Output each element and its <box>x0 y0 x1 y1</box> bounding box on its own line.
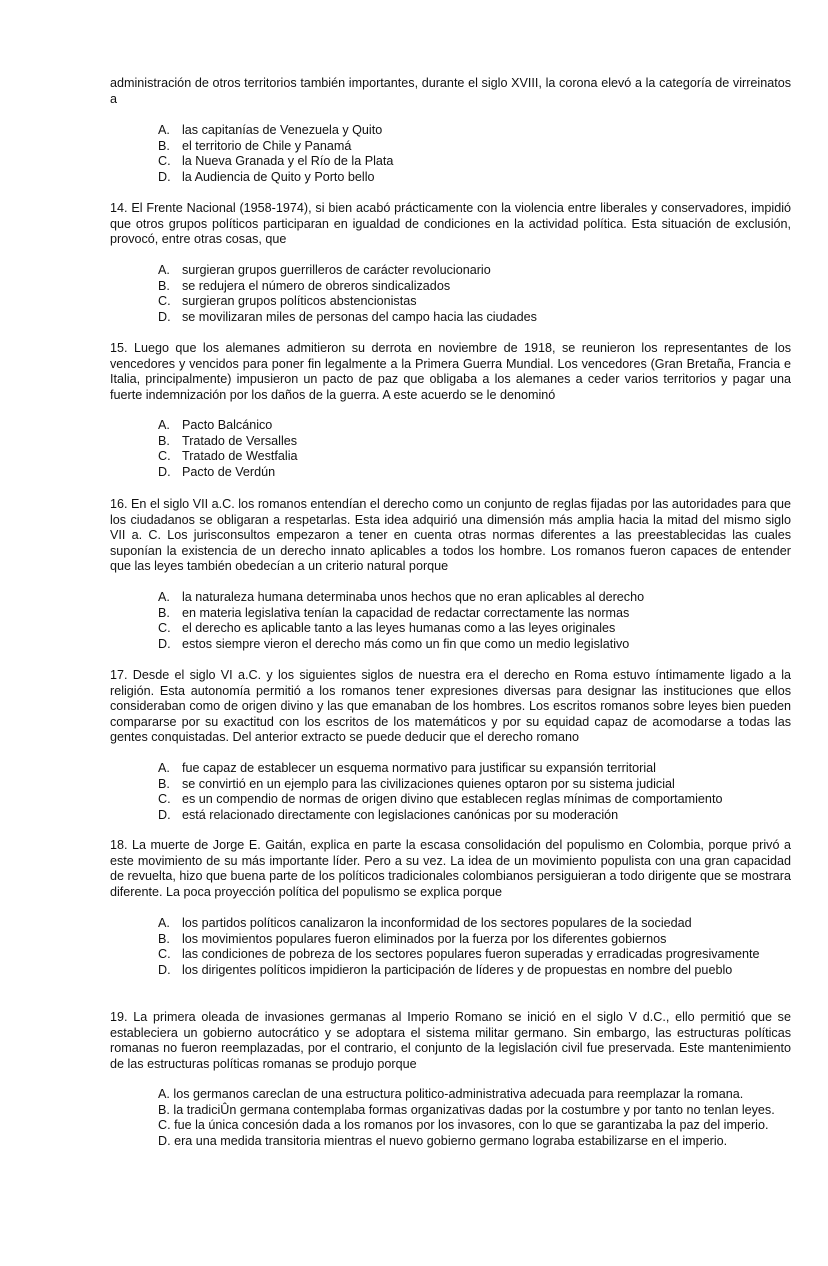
option-letter: A. <box>158 263 170 277</box>
option-letter: D. <box>158 807 171 822</box>
option-text: Pacto Balcánico <box>182 418 273 432</box>
option-text: los dirigentes políticos impidieron la participación de líderes y de propuestas en nombre del pueblo <box>182 962 733 977</box>
option-letter: B. <box>158 931 170 946</box>
option-letter: C. <box>158 449 171 463</box>
option-text: el derecho es aplicable tanto a las leyes humanas como a las leyes originales <box>182 621 616 635</box>
option-letter: D. <box>158 169 171 184</box>
option-letter: A. <box>158 761 170 775</box>
question-16-options <box>158 590 791 652</box>
option-letter: A. <box>158 123 170 137</box>
option-letter: C. <box>158 154 171 168</box>
question-15-option-a <box>158 418 791 434</box>
option-letter: A. <box>158 590 170 604</box>
option-text: se redujera el número de obreros sindicalizados <box>182 278 451 293</box>
question-18-option-c <box>158 947 791 963</box>
question-18-stem: 18. La muerte de Jorge E. Gaitán, explica en parte la escasa consolidación del populismo en Colombia, porque privó a este movimiento de su más importante líder. Pero a su vez. La idea de un movimiento populista con una gran capacidad de revuelta, hizo que buena parte de los políticos tradicionales colombianos persiguieran a todo dirigente que se mostrara diferente. La poca proyección política del populismo se explica porque <box>110 838 791 899</box>
option-letter: C. <box>158 294 171 308</box>
option-text: las condiciones de pobreza de los sectores populares fueron superadas y erradicadas progresivamente <box>182 947 760 961</box>
option-text: surgieran grupos políticos abstencionistas <box>182 294 417 308</box>
question-18-option-a <box>158 916 791 932</box>
question-15-options <box>158 418 791 480</box>
question-15-option-b <box>158 434 791 450</box>
question-19-stem: 19. La primera oleada de invasiones germanas al Imperio Romano se inició en el siglo V d.C., ello permitió que se estableciera un gobierno autocrático y se adoptara el sistema militar germano. Sin embargo, las estructuras políticas romanas no fueron reemplazadas, por el contrario, el conjunto de la legislación civil fue preservada. Este mantenimiento de las estructuras políticas romanas se produjo porque <box>110 1010 791 1071</box>
question-16-option-a <box>158 590 791 606</box>
option-letter: B. <box>158 433 170 448</box>
option-text: Tratado de Versalles <box>182 433 298 448</box>
option-letter: D. <box>158 962 171 977</box>
question-19-option-b: B. la tradiciÛn germana contemplaba formas organizativas dadas por la costumbre y por tanto no tenlan leyes. <box>158 1102 775 1117</box>
option-text: surgieran grupos guerrilleros de carácter revolucionario <box>182 263 491 277</box>
option-letter: B. <box>158 138 170 153</box>
option-text: Pacto de Verdún <box>182 464 276 479</box>
question-18-options <box>158 916 791 978</box>
question-16-option-c <box>158 621 791 637</box>
option-text: se convirtió en un ejemplo para las civilizaciones quienes optaron por su sistema judicial <box>182 776 675 791</box>
option-letter: D. <box>158 464 171 479</box>
question-14-option-b <box>158 279 791 295</box>
question-17-option-c <box>158 792 791 808</box>
question-16-option-d <box>158 637 791 653</box>
question-17-stem: 17. Desde el siglo VI a.C. y los siguientes siglos de nuestra era el derecho en Roma estuvo íntimamente ligado a la religión. Esta autonomía permitió a los romanos tener expresiones diversas para designar las instituciones que ellos consideraban como de origen divino y las que emanaban de los hombres. Los escritos romanos sobre leyes bien pueden compararse por su exactitud con los escritos de los matemáticos y por su equidad capaz de acomodarse a todas las gentes conquistadas. Del anterior extracto se puede deducir que el derecho romano <box>110 668 791 744</box>
question-18-option-d <box>158 963 791 979</box>
question-15-option-c <box>158 449 791 465</box>
question-13-option-d <box>158 170 791 186</box>
option-text: la Audiencia de Quito y Porto bello <box>182 169 375 184</box>
question-15-stem: 15. Luego que los alemanes admitieron su derrota en noviembre de 1918, se reunieron los representantes de los vencedores y vencidos para poner fin legalmente a la Primera Guerra Mundial. Los vencedores (Gran Bretaña, Francia e Italia, principalmente) impusieron un pacto de paz que obligaba a los alemanes a ceder varios territorios y pagar una fuerte indemnización por los daños de la guerra. A este acuerdo se le denominó <box>110 341 791 402</box>
question-17-option-b <box>158 777 791 793</box>
option-letter: B. <box>158 605 170 620</box>
option-text: los partidos políticos canalizaron la inconformidad de los sectores populares de la sociedad <box>182 916 692 930</box>
question-17-option-d <box>158 808 791 824</box>
question-15-option-d <box>158 465 791 481</box>
option-letter: D. <box>158 309 171 324</box>
question-17-options <box>158 761 791 823</box>
option-letter: C. <box>158 621 171 635</box>
option-text: la Nueva Granada y el Río de la Plata <box>182 154 394 168</box>
question-13-option-b <box>158 139 791 155</box>
option-letter: D. <box>158 636 171 651</box>
question-19-option-a: A. los germanos careclan de una estructura politico-administrativa adecuada para reemplazar la romana. <box>158 1087 744 1101</box>
question-16-stem: 16. En el siglo VII a.C. los romanos entendían el derecho como un conjunto de reglas fijadas por las autoridades para que los ciudadanos se obligaran a respetarlas. Esta idea adquirió una dimensión más amplia hacia la mitad del mismo siglo VII a. C. Los jurisconsultos empezaron a tener en cuenta otras normas diferentes a las preestablecidas las cuales suponían la existencia de un derecho innato aplicables a todos los hombre. Los romanos fueron capaces de entender que las leyes también obedecían a un criterio natural porque <box>110 497 791 573</box>
question-16-option-b <box>158 606 791 622</box>
question-14-option-a <box>158 263 791 279</box>
option-text: el territorio de Chile y Panamá <box>182 138 352 153</box>
option-text: es un compendio de normas de origen divino que establecen reglas mínimas de comportamiento <box>182 792 723 806</box>
question-14-option-d <box>158 310 791 326</box>
question-18-option-b <box>158 932 791 948</box>
question-19-option-c: C. fue la única concesión dada a los romanos por los invasores, con lo que se garantizaba la paz del imperio. <box>158 1118 769 1132</box>
option-text: fue capaz de establecer un esquema normativo para justificar su expansión territorial <box>182 761 656 775</box>
option-letter: B. <box>158 278 170 293</box>
option-letter: A. <box>158 916 170 930</box>
question-13-option-a <box>158 123 791 139</box>
question-13-stem: administración de otros territorios también importantes, durante el siglo XVIII, la corona elevó a la categoría de virreinatos a <box>110 76 791 106</box>
option-text: se movilizaran miles de personas del campo hacia las ciudades <box>182 309 537 324</box>
option-letter: C. <box>158 947 171 961</box>
option-text: los movimientos populares fueron eliminados por la fuerza por los diferentes gobiernos <box>182 931 667 946</box>
option-text: en materia legislativa tenían la capacidad de redactar correctamente las normas <box>182 605 630 620</box>
option-letter: B. <box>158 776 170 791</box>
question-13-option-c <box>158 154 791 170</box>
option-letter: A. <box>158 418 170 432</box>
question-14-stem: 14. El Frente Nacional (1958-1974), si bien acabó prácticamente con la violencia entre liberales y conservadores, impidió que otros grupos políticos participaran en igualdad de condiciones en la actividad política. Esta situación de exclusión, provocó, entre otras cosas, que <box>110 201 791 246</box>
question-14-options <box>158 263 791 325</box>
option-text: las capitanías de Venezuela y Quito <box>182 123 383 137</box>
question-17-option-a <box>158 761 791 777</box>
question-13-options <box>158 123 791 185</box>
option-text: la naturaleza humana determinaba unos hechos que no eran aplicables al derecho <box>182 590 645 604</box>
question-19-option-d: D. era una medida transitoria mientras el nuevo gobierno germano lograba estabilizarse en el imperio. <box>158 1133 728 1148</box>
option-text: estos siempre vieron el derecho más como un fin que como un medio legislativo <box>182 636 630 651</box>
option-letter: C. <box>158 792 171 806</box>
question-14-option-c <box>158 294 791 310</box>
option-text: está relacionado directamente con legislaciones canónicas por su moderación <box>182 807 619 822</box>
question-19-options <box>158 1087 791 1149</box>
option-text: Tratado de Westfalia <box>182 449 298 463</box>
